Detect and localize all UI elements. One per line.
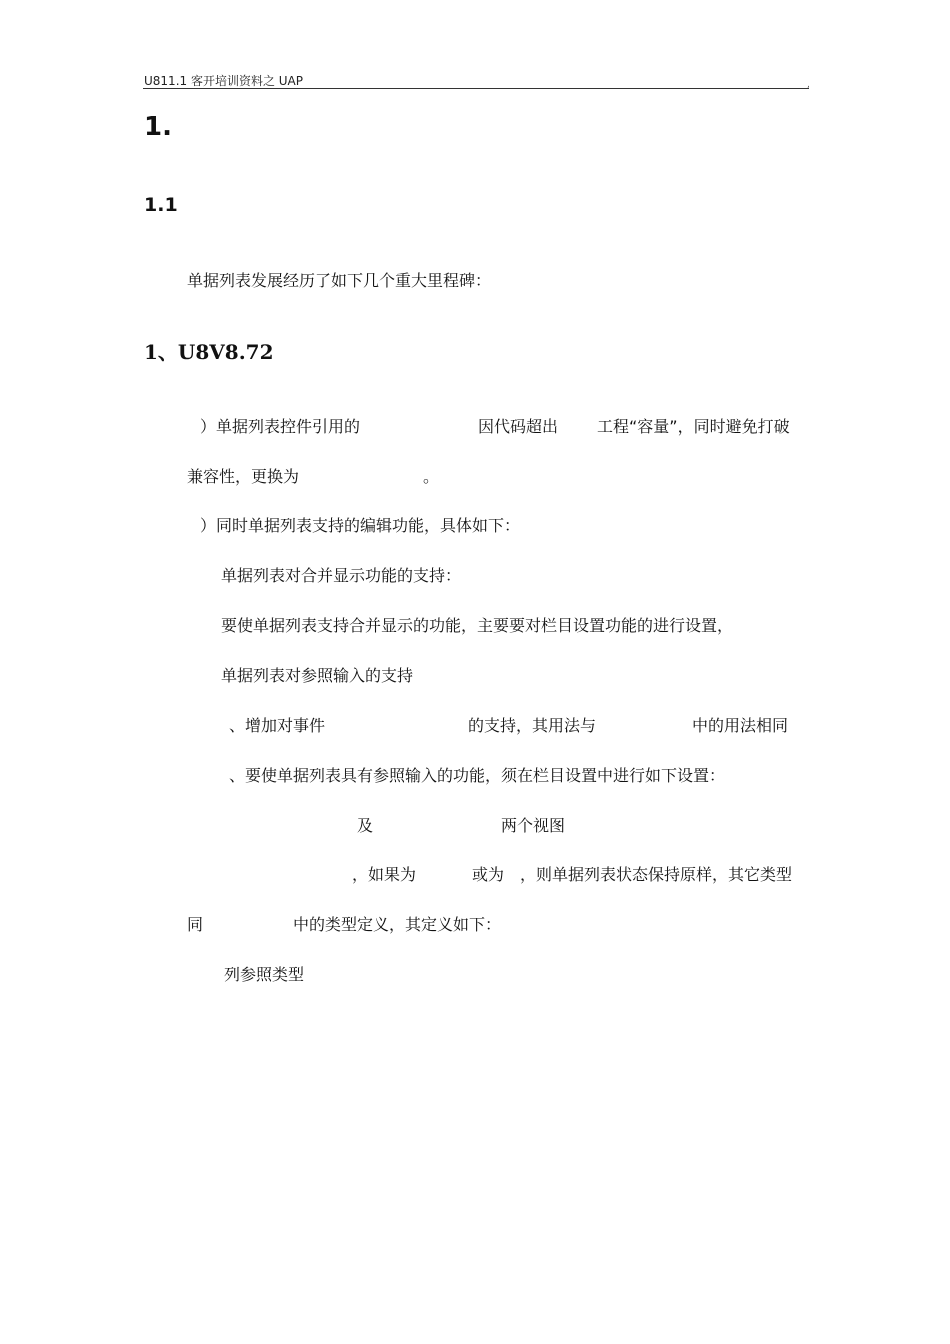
line-3: ）同时单据列表支持的编辑功能，具体如下： [200,516,521,535]
line-7-part-a: 、增加对事件 [229,716,326,735]
line-6: 单据列表对参照输入的支持 [221,666,414,685]
line-7-part-c: 中的用法相同 [692,716,789,735]
heading-1: 1. [144,112,172,142]
line-9-part-b: 两个视图 [501,816,566,835]
line-11-part-a: 同 [187,915,204,934]
line-10-part-a: ，如果为 [352,865,417,884]
line-4: 单据列表对合并显示功能的支持： [221,566,462,585]
line-10-part-b: 或为 [472,865,505,884]
line-5: 要使单据列表支持合并显示的功能，主要要对栏目设置功能的进行设置， [221,616,734,635]
line-1-part-c: 工程“容量”，同时避免打破 [597,417,790,436]
line-1-part-a: ）单据列表控件引用的 [200,417,361,436]
section-heading: 1、U8V8.72 [144,340,274,364]
line-10-part-c: ，则单据列表状态保持原样，其它类型 [520,865,793,884]
intro-paragraph: 单据列表发展经历了如下几个重大里程碑： [187,271,492,290]
line-2-part-b: 。 [423,467,440,486]
header-rule [143,88,809,89]
line-1-part-b: 因代码超出 [478,417,559,436]
line-7-part-b: 的支持，其用法与 [468,716,597,735]
line-8: 、要使单据列表具有参照输入的功能，须在栏目设置中进行如下设置： [229,766,726,785]
line-12: 列参照类型 [224,965,305,984]
heading-1-1: 1.1 [144,194,178,216]
line-9-part-a: 及 [357,816,374,835]
header-mark: , [807,80,810,90]
line-2-part-a: 兼容性，更换为 [187,467,300,486]
running-header: U811.1 客开培训资料之 UAP [144,74,303,88]
line-11-part-b: 中的类型定义，其定义如下： [293,915,502,934]
